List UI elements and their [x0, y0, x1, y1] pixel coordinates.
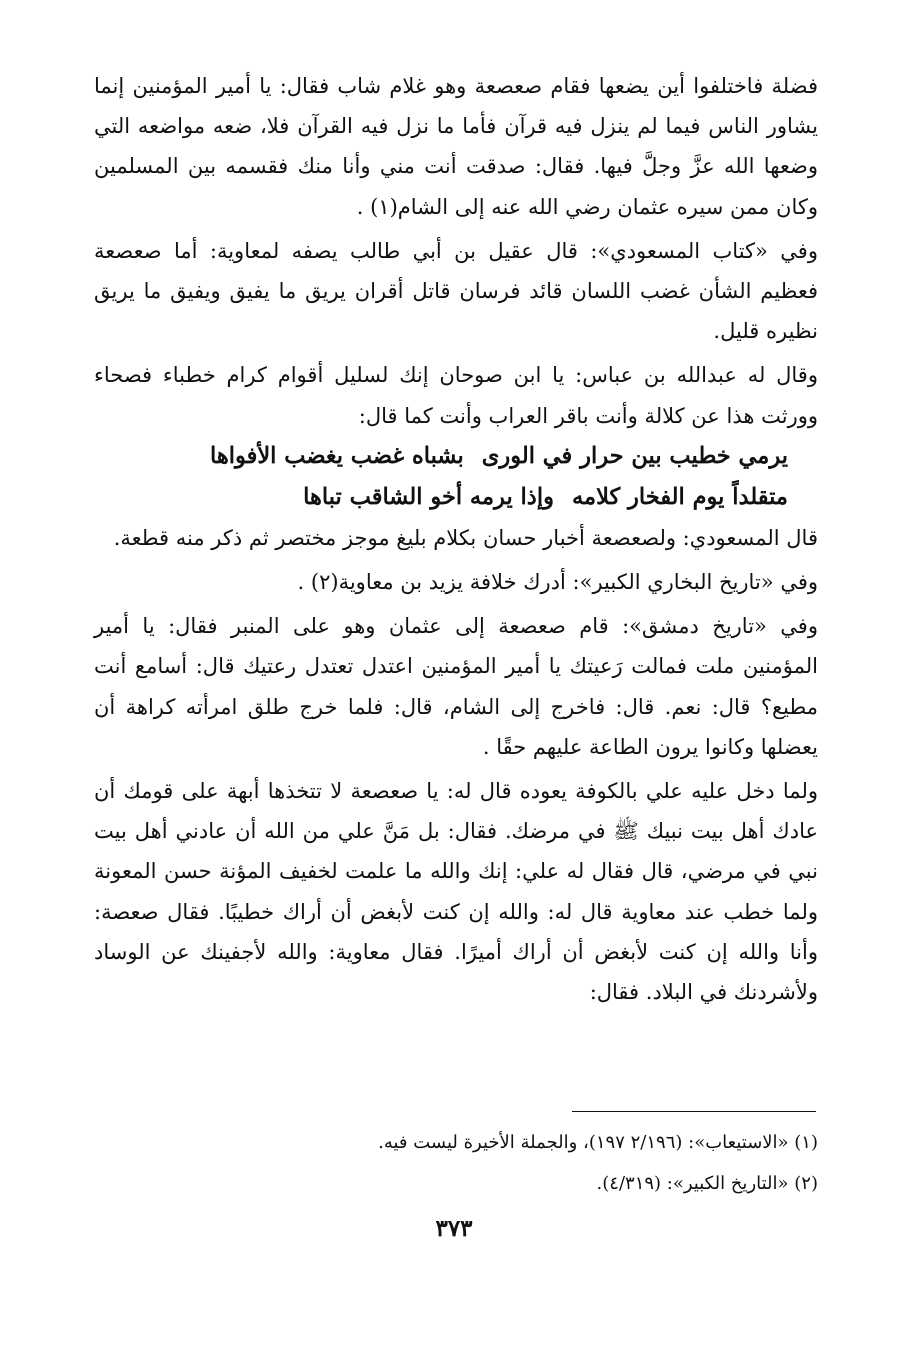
paragraph-7: ولما دخل عليه علي بالكوفة يعوده قال له: يا صعصعة لا تتخذها أبهة على قومك أن عادك أهل بيت نبيك ﷺ في مرضك. فقال: بل مَنَّ علي من الله أن عادني أهل بيت نبي في مرضي، قال فقال له علي: إنك والله ما علمت لخفيف المؤنة حسن المعونة ولما خطب عند معاوية قال له: والله إن كنت لأبغض أن أراك خطيبًا. فقال صعصة: وأنا والله إن كنت لأبغض أن أراك أميرًا. فقال معاوية: والله لأجفينك عن الوساد ولأشردنك في البلاد. فقال: [94, 779, 818, 1005]
verse-2-first-hemistich: متقلداً يوم الفخار كلامه [571, 483, 788, 510]
paragraph-2: وفي «كتاب المسعودي»: قال عقيل بن أبي طالب يصفه لمعاوية: أما صعصعة فعظيم الشأن غضب اللسان قائد فرسان قاتل أقران يريق ما يفيق ويفيق ما يريق نظيره قليل. [94, 238, 818, 344]
verse-1-first-hemistich: يرمي خطيب بين حرار في الورى [481, 442, 788, 469]
footnotes [94, 1122, 818, 1204]
verse-1-second-hemistich: بشباه غضب يغضب الأفواها [209, 442, 464, 469]
footnote-2: (٢) «التاريخ الكبير»: (٤/٣١٩). [596, 1173, 818, 1194]
paragraph-4: قال المسعودي: ولصعصعة أخبار حسان بكلام بليغ موجز مختصر ثم ذكر منه قطعة. [113, 525, 818, 550]
footnote-divider [572, 1111, 816, 1112]
paragraph-5: وفي «تاريخ البخاري الكبير»: أدرك خلافة يزيد بن معاوية(٢) . [297, 570, 818, 595]
paragraph-6: وفي «تاريخ دمشق»: قام صعصعة إلى عثمان وهو على المنبر فقال: يا أمير المؤمنين ملت فمالت رَعيتك يا أمير المؤمنين اعتدل تعتدل رعتيك قال: أسامع أنت مطيع؟ قال: نعم. قال: فاخرج إلى الشام، قال: فلما خرج طلق امرأته كراهة أن يعضلها وكانوا يرون الطاعة عليهم حقًا . [94, 614, 818, 759]
paragraph-1: فضلة فاختلفوا أين يضعها فقام صعصعة وهو غلام شاب فقال: يا أمير المؤمنين إنما يشاور الناس فيما لم ينزل فيه قرآن فأما ما نزل فيه القرآن فلا، ضعه مواضعه التي وضعها الله عزَّ وجلَّ فيها. فقال: صدقت أنت مني وأنا منك فقسمه بين المسلمين وكان ممن سيره عثمان رضي الله عنه إلى الشام(١) . [94, 74, 818, 219]
footnote-1: (١) «الاستيعاب»: (٢/١٩٦ ١٩٧)، والجملة الأخيرة ليست فيه. [378, 1132, 818, 1153]
main-text [94, 66, 818, 1012]
verse-line-1 [94, 436, 818, 477]
verse-line-2 [94, 477, 818, 518]
page-number: ٣٧٣ [435, 1215, 473, 1242]
paragraph-3: وقال له عبدالله بن عباس: يا ابن صوحان إنك لسليل أقوام كرام خطباء فصحاء وورثت هذا عن كلالة وأنت باقر العراب وأنت كما قال: [94, 363, 818, 428]
verse-2-second-hemistich: وإذا يرمه أخو الشاقب تباها [303, 483, 554, 510]
